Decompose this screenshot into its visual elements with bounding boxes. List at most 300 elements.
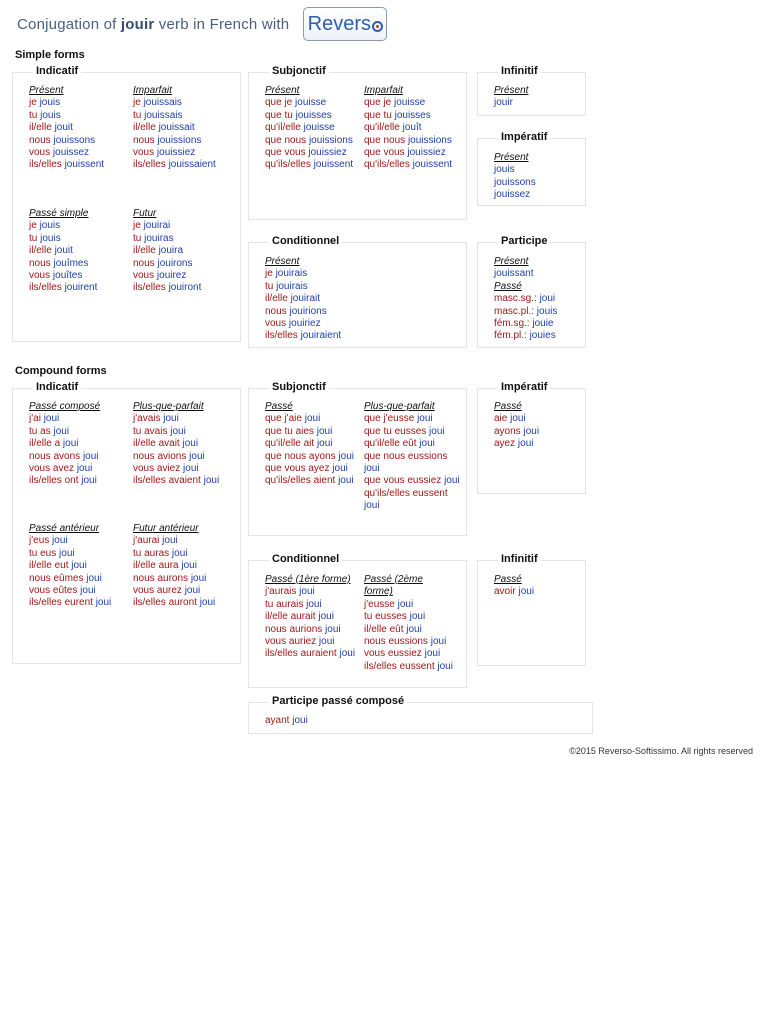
conjugation-line: [364, 110, 452, 122]
pronoun: il/elle: [265, 293, 288, 305]
verb-form: jouissiez: [407, 147, 446, 159]
pronoun: qu'ils/elles aient: [265, 475, 336, 487]
conjugation-line: [265, 599, 355, 611]
pronoun: ils/elles ont: [29, 475, 79, 487]
verb-form: joui: [53, 425, 70, 437]
verb-form: joui: [80, 585, 96, 597]
pronoun: masc.pl.:: [494, 305, 535, 317]
verb-form: joui: [429, 425, 445, 437]
verb-form: joui: [510, 413, 526, 425]
conjugation-line: [364, 135, 452, 147]
conjugation-line: [364, 97, 452, 109]
conjugation-line: [364, 624, 444, 636]
verb-form: joui: [318, 636, 335, 648]
verb-form: joui: [199, 597, 216, 609]
conjugation-line: [265, 611, 355, 623]
conjugation-line: [494, 189, 536, 201]
pronoun: tu: [133, 109, 142, 121]
conjugation-line: [29, 573, 111, 585]
conjugation-line: [364, 122, 452, 134]
pronoun: que tu: [265, 109, 293, 121]
simple-indicatif-col-3: [133, 208, 201, 295]
conjugation-line: [364, 147, 452, 159]
verb-form: joui: [306, 598, 322, 610]
verb-form: jouisses: [295, 109, 332, 121]
pronoun: qu'ils/elles eussent: [364, 487, 448, 499]
conjugation-line: [364, 611, 444, 623]
conjugation-line: [265, 463, 354, 475]
simple-infinitif-box: [477, 65, 586, 116]
conjugation-line: [29, 413, 100, 425]
verb-form: jouîmes: [53, 257, 89, 269]
verb-form: joui: [406, 623, 422, 635]
pronoun: vous: [29, 270, 51, 282]
conjugation-line: [364, 648, 444, 660]
pronoun: je: [29, 220, 37, 232]
pronoun: qu'il/elle ait: [265, 438, 315, 450]
box-title: Infinitif: [498, 65, 541, 77]
pronoun: il/elle eut: [29, 560, 69, 572]
conjugation-line: [29, 220, 97, 232]
conjugation-line: [494, 413, 539, 425]
conjugation-line: [133, 270, 201, 282]
tense-label: Passé: [494, 280, 522, 292]
pronoun: ils/elles: [265, 330, 298, 342]
verb-form: joui: [338, 475, 354, 487]
verb-form: jouirions: [289, 305, 327, 317]
pronoun: vous eussiez: [364, 648, 422, 660]
compound-indicatif-box: [12, 381, 241, 664]
pronoun: je: [29, 97, 37, 109]
pronoun: je: [133, 220, 141, 232]
pronoun: que nous eussions: [364, 450, 448, 462]
verb-form: jouis: [536, 305, 558, 317]
pronoun: ils/elles: [133, 282, 166, 294]
conjugation-line: [29, 585, 111, 597]
pronoun: que tu aies: [265, 425, 314, 437]
verb-form: joui: [338, 450, 354, 462]
pronoun: qu'il/elle: [265, 122, 301, 134]
conjugation-line: [265, 426, 354, 438]
verb-form: joui: [539, 293, 556, 305]
pronoun: il/elle: [29, 245, 52, 257]
verb-form: jouissez: [52, 147, 90, 159]
pronoun: j'eusse: [364, 598, 395, 610]
conjugation-line: [29, 451, 100, 463]
pronoun: vous aurez: [133, 585, 182, 597]
pronoun: que tu eusses: [364, 425, 427, 437]
conjugation-line: [265, 648, 355, 660]
verb-form: jouit: [54, 122, 73, 134]
simple-forms-heading: Simple forms: [15, 49, 85, 61]
pronoun: tu: [29, 109, 38, 121]
verb-form: joui: [424, 648, 441, 660]
verb-form: joui: [364, 500, 380, 512]
conjugation-line: [364, 599, 444, 611]
conjugation-line: [494, 268, 557, 280]
simple-indicatif-col-2: [29, 208, 97, 295]
verb-form: jouissions: [308, 134, 353, 146]
pronoun: avoir: [494, 586, 516, 598]
conjugation-line: [133, 463, 219, 475]
verb-form: jouisse: [303, 122, 335, 134]
pronoun: ils/elles avaient: [133, 475, 201, 487]
verb-form: jouis: [39, 220, 61, 232]
compound-infinitif-col: [494, 574, 534, 599]
pronoun: que tu: [364, 109, 392, 121]
compound-subjonctif-box: [248, 381, 467, 536]
tense-label: Plus-que-parfait: [133, 401, 204, 412]
conjugation-line: [133, 535, 215, 547]
verb-form: jouisses: [394, 109, 431, 121]
tense-label: Passé antérieur: [29, 523, 100, 534]
conjugation-line: [29, 270, 97, 282]
compound-conditionnel-box: [248, 553, 467, 688]
pronoun: nous avions: [133, 450, 187, 462]
logo-o-icon: [372, 21, 383, 32]
verb-form: joui: [316, 425, 333, 437]
verb-form: jouiras: [144, 232, 174, 244]
conjugation-line: [133, 585, 215, 597]
pronoun: j'aurai: [133, 535, 160, 547]
pronoun: j'eus: [29, 535, 50, 547]
pronoun: je: [133, 97, 141, 109]
conjugation-line: [133, 597, 215, 609]
pronoun: vous: [133, 147, 155, 159]
verb-form: jouirez: [156, 270, 187, 282]
simple-infinitif-col: [494, 85, 528, 110]
tense-label: Présent: [494, 256, 529, 267]
conjugation-line: [29, 97, 104, 109]
pronoun: que nous: [265, 134, 307, 146]
conjugation-line: [265, 586, 355, 598]
verb-form: jouisse: [394, 97, 426, 109]
tense-label: Futur antérieur: [133, 523, 199, 534]
pronoun: vous auriez: [265, 636, 317, 648]
simple-indicatif-col-0: [29, 85, 104, 172]
simple-imperatif-col: [494, 152, 536, 202]
copyright-footer: ©2015 Reverso-Softissimo. All rights reserved: [569, 746, 753, 756]
conjugation-line: [494, 306, 557, 318]
conjugation-line: [133, 245, 201, 257]
conjugation-line: [133, 426, 219, 438]
verb-form: jouissent: [313, 159, 354, 171]
tense-label: Imparfait: [364, 85, 403, 96]
conjugation-line: [29, 122, 104, 134]
pronoun: il/elle aura: [133, 560, 179, 572]
pronoun: tu: [265, 280, 274, 292]
conjugation-line: [265, 159, 353, 171]
verb-form: jouirait: [290, 293, 321, 305]
pronoun: nous: [29, 257, 51, 269]
verb-form: jouissiez: [156, 147, 196, 159]
title-prefix: Conjugation of: [17, 15, 117, 33]
compound-infinitif-box: [477, 553, 586, 666]
conjugation-line: [265, 636, 355, 648]
conjugation-line: [29, 560, 111, 572]
pronoun: il/elle avait: [133, 438, 180, 450]
conjugation-line: [494, 164, 536, 176]
verb-form: jouis: [494, 164, 515, 176]
verb-form: jouissent: [64, 159, 105, 171]
verb-form: joui: [76, 463, 93, 475]
verb-form: jouissais: [143, 97, 182, 109]
pronoun: j'ai: [29, 413, 41, 425]
verb-form: jouiraient: [300, 330, 342, 342]
pronoun: que vous: [364, 147, 405, 159]
tense-label: Futur: [133, 208, 157, 219]
verb-form: joui: [299, 586, 315, 598]
pronoun: ayons: [494, 425, 521, 437]
compound-indicatif-col-2: [29, 523, 111, 610]
verb-form: jouissait: [158, 122, 195, 134]
simple-subjonctif-box: [248, 65, 467, 220]
verb-form: jouis: [40, 109, 61, 121]
conjugation-line: [133, 147, 216, 159]
conjugation-line: [133, 548, 215, 560]
pronoun: nous: [133, 257, 155, 269]
box-title: Subjonctif: [269, 65, 329, 77]
tense-label: Passé (1ère forme): [265, 574, 351, 585]
conjugation-line: [265, 475, 354, 487]
pronoun: vous: [265, 318, 287, 330]
conjugation-line: [265, 281, 341, 293]
conjugation-line: [133, 573, 215, 585]
conjugation-line: [29, 135, 104, 147]
pronoun: ils/elles: [133, 159, 166, 171]
verb-form: joui: [397, 598, 414, 610]
pronoun: vous: [133, 270, 155, 282]
pronoun: qu'ils/elles: [265, 159, 311, 171]
participe-passe-compose-box: [248, 695, 593, 734]
conjugation-line: [364, 488, 464, 513]
tense-label: Passé: [494, 574, 522, 585]
pronoun: nous: [29, 134, 51, 146]
conjugation-line: [265, 122, 353, 134]
verb-form: joui: [184, 585, 201, 597]
verb-form: jouirons: [157, 257, 193, 269]
conjugation-line: [265, 413, 354, 425]
pronoun: tu eusses: [364, 611, 407, 623]
pronoun: vous: [29, 147, 51, 159]
compound-imperatif-col: [494, 401, 539, 451]
verb-form: joui: [163, 413, 179, 425]
pronoun: il/elle: [133, 122, 156, 134]
verb-form: jouis: [40, 232, 61, 244]
conjugation-line: [494, 438, 539, 450]
pronoun: vous aviez: [133, 463, 181, 475]
participe-passe-compose-col: [265, 715, 308, 727]
verb-form: jouissiez: [308, 147, 347, 159]
compound-conditionnel-col-0: [265, 574, 355, 661]
pronoun: vous avez: [29, 463, 75, 475]
verb-form: joui: [59, 547, 75, 559]
pronoun: il/elle: [133, 245, 156, 257]
pronoun: je: [265, 268, 273, 280]
conjugation-line: [29, 282, 97, 294]
conjugation-line: [265, 97, 353, 109]
verb-form: jouîtes: [52, 270, 83, 282]
conjugation-line: [133, 233, 201, 245]
compound-indicatif-col-0: [29, 401, 100, 488]
pronoun: que j'aie: [265, 413, 302, 425]
title-verb: jouir: [120, 15, 155, 33]
verb-form: joui: [82, 450, 99, 462]
simple-conditionnel-box: [248, 235, 467, 348]
verb-form: jouissions: [407, 134, 452, 146]
conjugation-line: [265, 438, 354, 450]
tense-label: Passé (2ème forme): [364, 574, 423, 598]
conjugation-line: [494, 426, 539, 438]
verb-form: joui: [95, 597, 112, 609]
verb-form: joui: [190, 572, 207, 584]
compound-subjonctif-col-1: [364, 401, 464, 513]
verb-form: joui: [339, 648, 356, 660]
box-title: Participe passé composé: [269, 695, 407, 707]
verb-form: joui: [43, 413, 60, 425]
pronoun: il/elle aurait: [265, 611, 316, 623]
verb-form: joui: [52, 535, 68, 547]
pronoun: ils/elles auront: [133, 597, 197, 609]
conjugation-line: [133, 413, 219, 425]
pronoun: fém.pl.:: [494, 330, 527, 342]
verb-form: joui: [182, 438, 199, 450]
conjugation-line: [133, 220, 201, 232]
verb-form: joui: [444, 475, 460, 487]
conjugation-line: [494, 177, 536, 189]
verb-form: jouir: [494, 97, 513, 109]
pronoun: tu eus: [29, 547, 57, 559]
pronoun: il/elle: [29, 122, 52, 134]
pronoun: qu'il/elle eût: [364, 438, 417, 450]
verb-form: joui: [332, 463, 348, 475]
box-title: Indicatif: [33, 381, 81, 393]
verb-form: jouirai: [143, 220, 171, 232]
verb-form: joui: [183, 463, 199, 475]
verb-form: jouissons: [494, 176, 536, 188]
verb-form: joui: [316, 438, 333, 450]
verb-form: jouît: [402, 122, 422, 134]
tense-label: Présent: [29, 85, 64, 96]
pronoun: il/elle eût: [364, 623, 404, 635]
conjugation-line: [265, 293, 341, 305]
conjugation-line: [29, 159, 104, 171]
pronoun: ayez: [494, 438, 516, 450]
verb-form: joui: [419, 438, 435, 450]
verb-form: jouies: [529, 330, 556, 342]
verb-form: joui: [364, 463, 380, 475]
verb-form: jouis: [39, 97, 61, 109]
conjugation-line: [29, 463, 100, 475]
verb-form: joui: [417, 413, 433, 425]
verb-form: joui: [517, 438, 534, 450]
pronoun: aie: [494, 413, 508, 425]
verb-form: joui: [318, 611, 334, 623]
conjugation-line: [133, 282, 201, 294]
conjugation-line: [29, 438, 100, 450]
conjugation-line: [494, 293, 557, 305]
simple-subjonctif-col-0: [265, 85, 353, 172]
pronoun: que vous ayez: [265, 463, 330, 475]
conjugation-line: [265, 624, 355, 636]
tense-label: Passé simple: [29, 208, 89, 219]
pronoun: ils/elles: [29, 282, 62, 294]
pronoun: tu auras: [133, 547, 170, 559]
pronoun: tu as: [29, 425, 51, 437]
simple-indicatif-box: [12, 65, 241, 342]
verb-form: joui: [304, 413, 321, 425]
conjugation-line: [364, 159, 452, 171]
compound-imperatif-box: [477, 381, 586, 494]
compound-subjonctif-col-0: [265, 401, 354, 488]
verb-form: joui: [162, 535, 178, 547]
verb-form: jouirais: [275, 268, 308, 280]
verb-form: joui: [181, 560, 197, 572]
verb-form: joui: [430, 636, 447, 648]
conjugation-line: [29, 258, 97, 270]
pronoun: nous aurons: [133, 572, 189, 584]
conjugation-line: [494, 318, 557, 330]
page-title: [17, 16, 289, 33]
pronoun: que je: [265, 97, 293, 109]
conjugation-line: [133, 135, 216, 147]
conjugation-line: [494, 330, 557, 342]
conjugation-line: [265, 330, 341, 342]
verb-form: jouisse: [295, 97, 327, 109]
pronoun: que je: [364, 97, 392, 109]
reverso-logo[interactable]: [303, 7, 387, 41]
pronoun: tu: [29, 232, 38, 244]
pronoun: tu aurais: [265, 598, 304, 610]
pronoun: j'avais: [133, 413, 161, 425]
conjugation-line: [29, 147, 104, 159]
pronoun: nous avons: [29, 450, 81, 462]
verb-form: jouissent: [412, 159, 453, 171]
pronoun: qu'ils/elles: [364, 159, 410, 171]
conjugation-line: [265, 110, 353, 122]
verb-form: joui: [325, 623, 341, 635]
conjugation-line: [133, 110, 216, 122]
conjugation-line: [29, 597, 111, 609]
verb-form: jouit: [54, 245, 73, 257]
box-title: Indicatif: [33, 65, 81, 77]
conjugation-line: [133, 159, 216, 171]
box-title: Conditionnel: [269, 235, 342, 247]
pronoun: tu: [133, 232, 142, 244]
box-title: Impératif: [498, 131, 550, 143]
verb-form: jouie: [532, 318, 554, 330]
verb-form: joui: [86, 572, 102, 584]
pronoun: que vous eussiez: [364, 475, 442, 487]
conjugation-line: [494, 97, 528, 109]
verb-form: jouirent: [64, 282, 98, 294]
conjugation-line: [265, 318, 341, 330]
pronoun: nous aurions: [265, 623, 323, 635]
conjugation-line: [29, 426, 100, 438]
verb-form: jouissions: [157, 134, 202, 146]
pronoun: nous: [133, 134, 155, 146]
conjugation-line: [364, 475, 464, 487]
pronoun: il/elle a: [29, 438, 61, 450]
conjugation-line: [364, 426, 464, 438]
conjugation-line: [133, 451, 219, 463]
compound-indicatif-col-1: [133, 401, 219, 488]
tense-label: Plus-que-parfait: [364, 401, 435, 412]
box-title: Conditionnel: [269, 553, 342, 565]
conjugation-line: [265, 451, 354, 463]
pronoun: ils/elles: [29, 159, 62, 171]
conjugation-line: [29, 548, 111, 560]
